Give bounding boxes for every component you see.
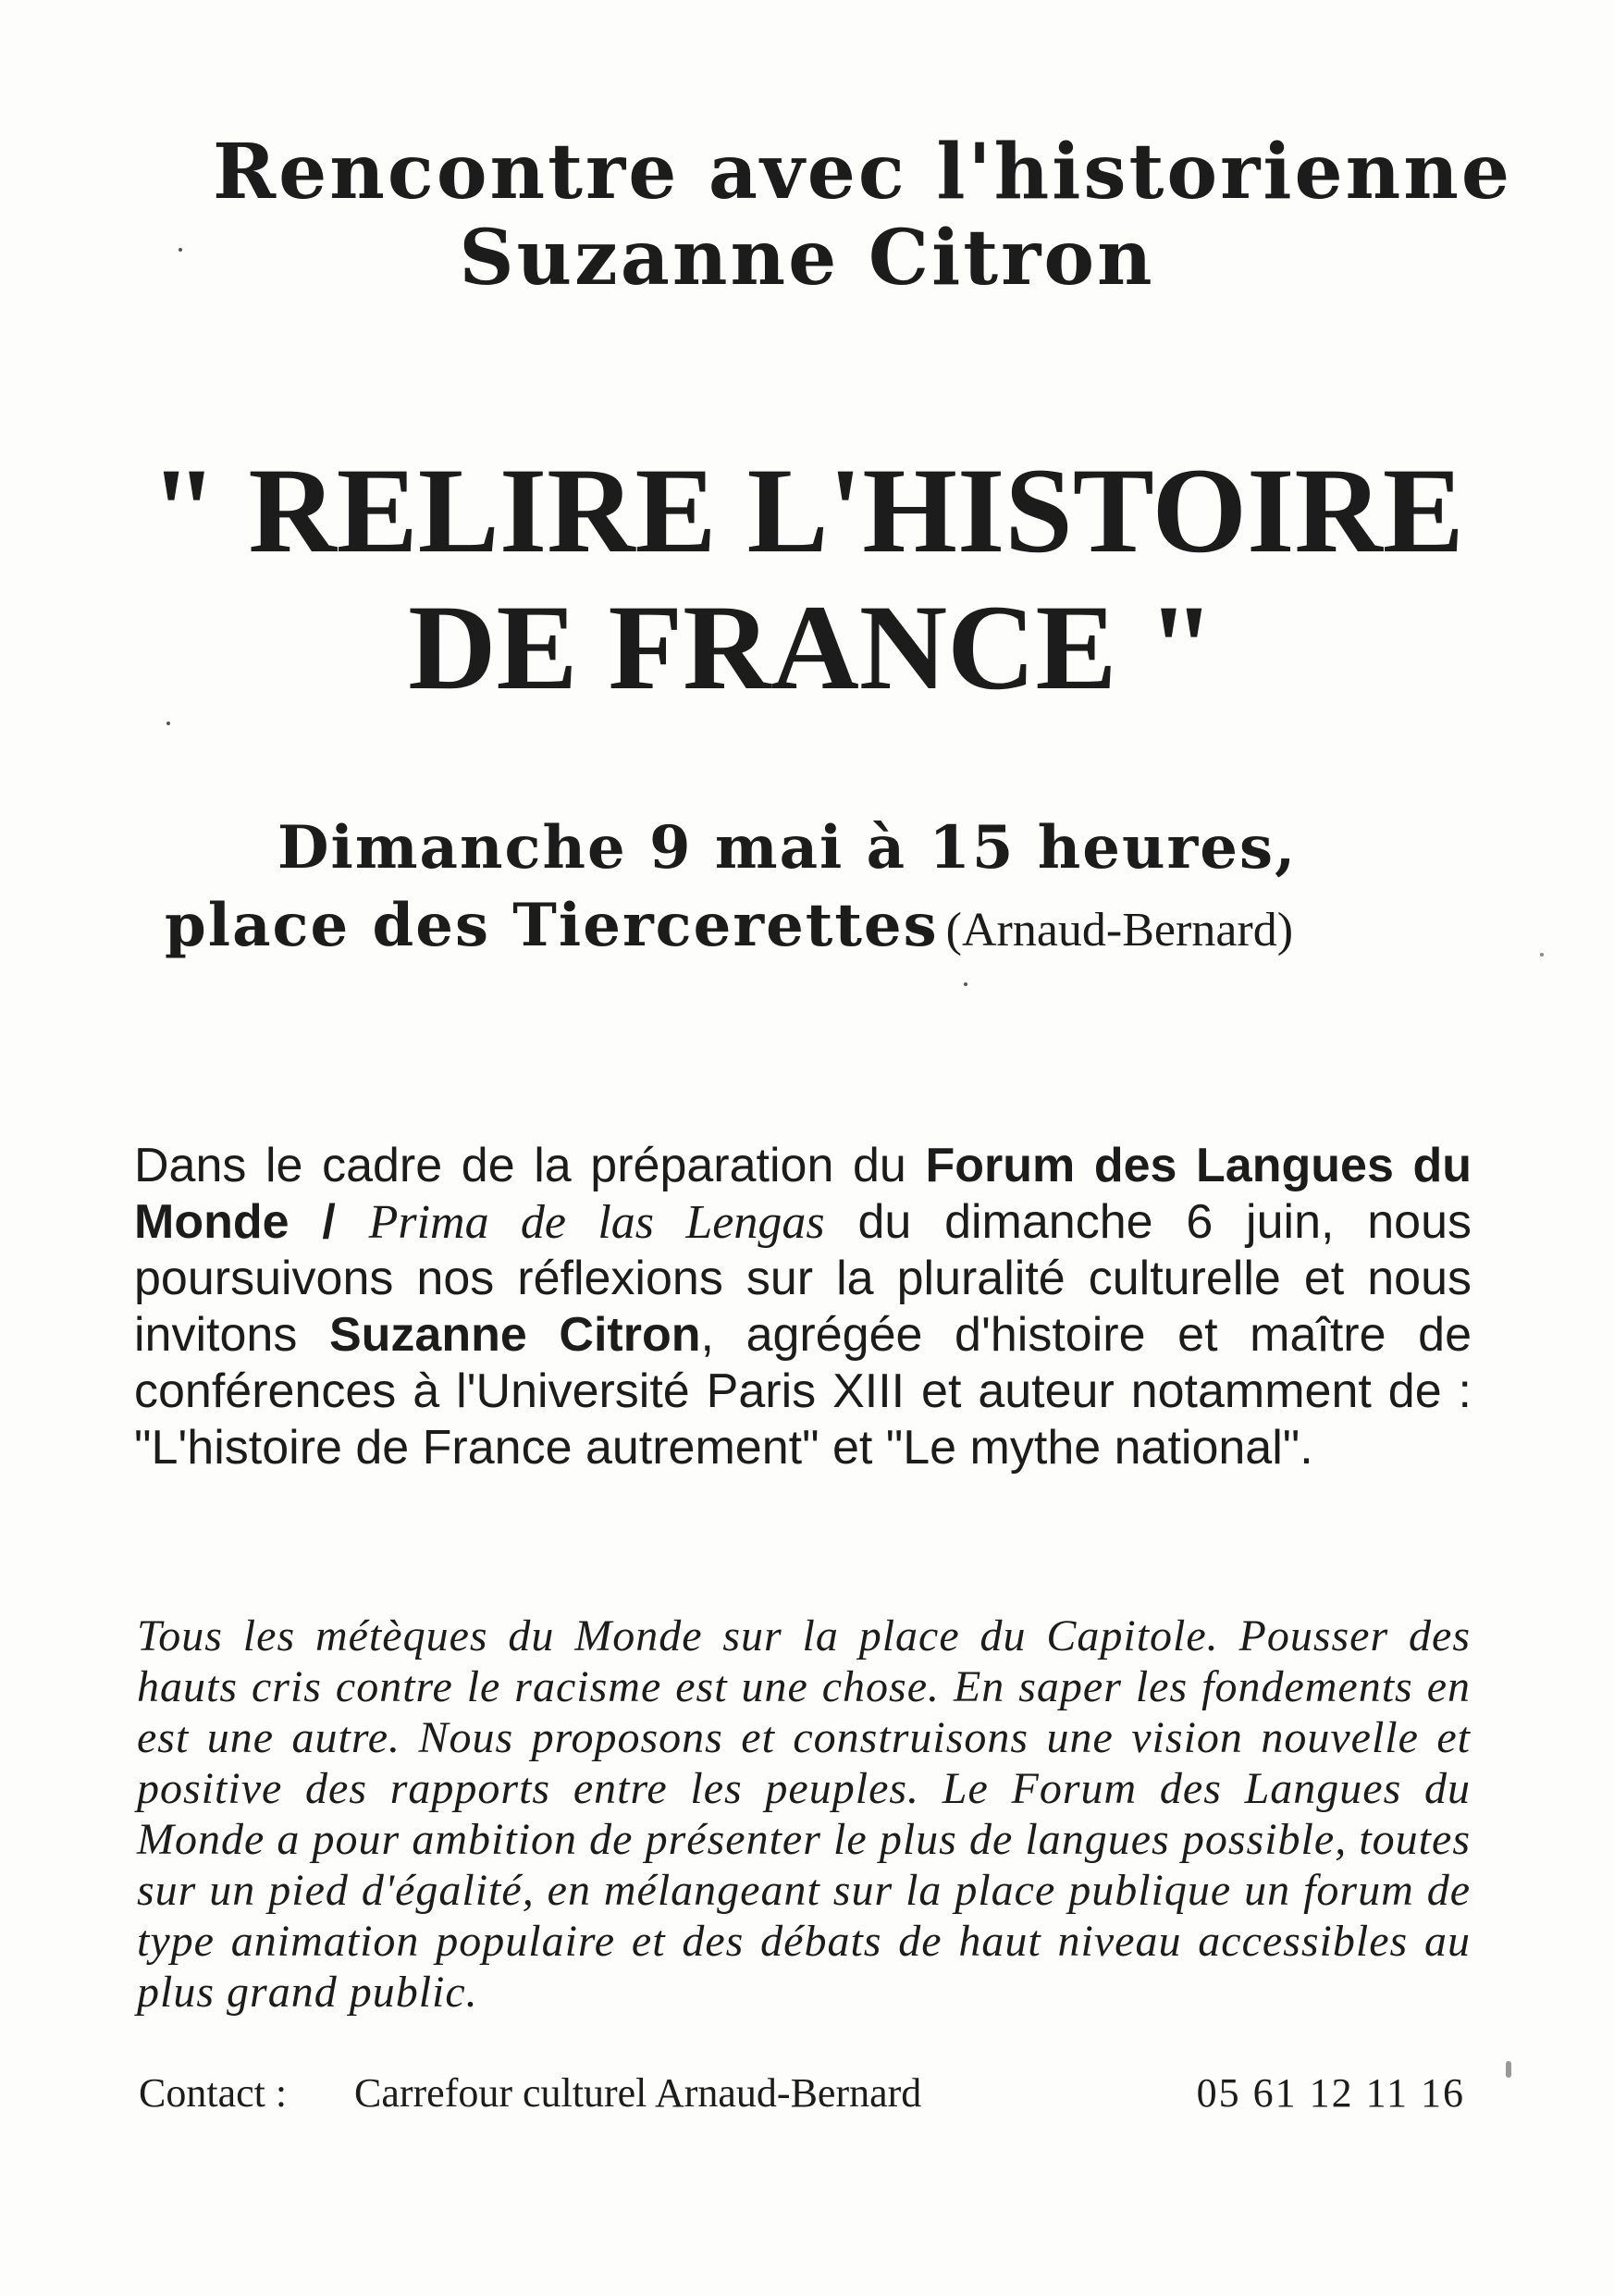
- date-and-place: [0, 809, 1614, 966]
- intro-paragraph: [134, 1138, 1472, 1476]
- intro-text-1: Dans le cadre de la préparation du: [134, 1139, 926, 1192]
- scan-speck: [179, 248, 182, 252]
- scan-speck: [166, 722, 170, 725]
- event-heading: [0, 130, 1614, 301]
- event-date: Dimanche 9 mai à 15 heures,: [277, 813, 1298, 883]
- heading-line-1: Rencontre avec l'historienne: [212, 128, 1513, 216]
- intro-text-2: du dimanche 6 juin, nous poursuivons nos réflexions sur la pluralité culturelle et nous invitons: [134, 1195, 1472, 1362]
- event-place-district: (Arnaud-Bernard): [945, 904, 1294, 957]
- contact-line: [139, 2069, 1471, 2134]
- event-place-line: [0, 887, 1614, 965]
- guest-name: Suzanne Citron: [328, 1308, 701, 1362]
- scan-speck: [1540, 953, 1544, 957]
- event-title: [0, 442, 1614, 716]
- intro-text-3: , agrégée d'histoire et maître de conférences à l'Université Paris XIII et auteur notamment de : "L'histoire de France autrement" et "Le mythe national".: [134, 1308, 1472, 1475]
- event-place: place des Tiercerettes: [165, 891, 939, 961]
- scan-speck: [964, 982, 967, 986]
- forum-name: Forum des Langues du Monde /: [134, 1139, 1472, 1249]
- forum-occitan-name: Prima de las Lengas: [368, 1196, 825, 1249]
- contact-organization: Carrefour culturel Arnaud-Bernard: [354, 2070, 922, 2116]
- contact-label: Contact :: [139, 2070, 288, 2116]
- heading-line-2: Suzanne Citron: [459, 213, 1155, 302]
- contact-phone: 05 61 12 11 16: [1196, 2070, 1465, 2116]
- scan-speck: [1506, 2061, 1511, 2078]
- title-line-2: DE FRANCE ": [408, 578, 1215, 715]
- title-line-1: " RELIRE L'HISTOIRE: [150, 442, 1464, 578]
- manifesto-paragraph: Tous les métèques du Monde sur la place du Capitole. Pousser des hauts cris contre le racisme est une chose. En saper les fondements en est une autre. Nous proposons et construisons une vision nouvelle et positive des rapports entre les peuples. Le Forum des Langues du Monde a pour ambition de présenter le plus de langues possible, toutes sur un pied d'égalité, en mélangeant sur la place publique un forum de type animation populaire et des débats de haut niveau accessibles au plus grand public.: [137, 1611, 1471, 2017]
